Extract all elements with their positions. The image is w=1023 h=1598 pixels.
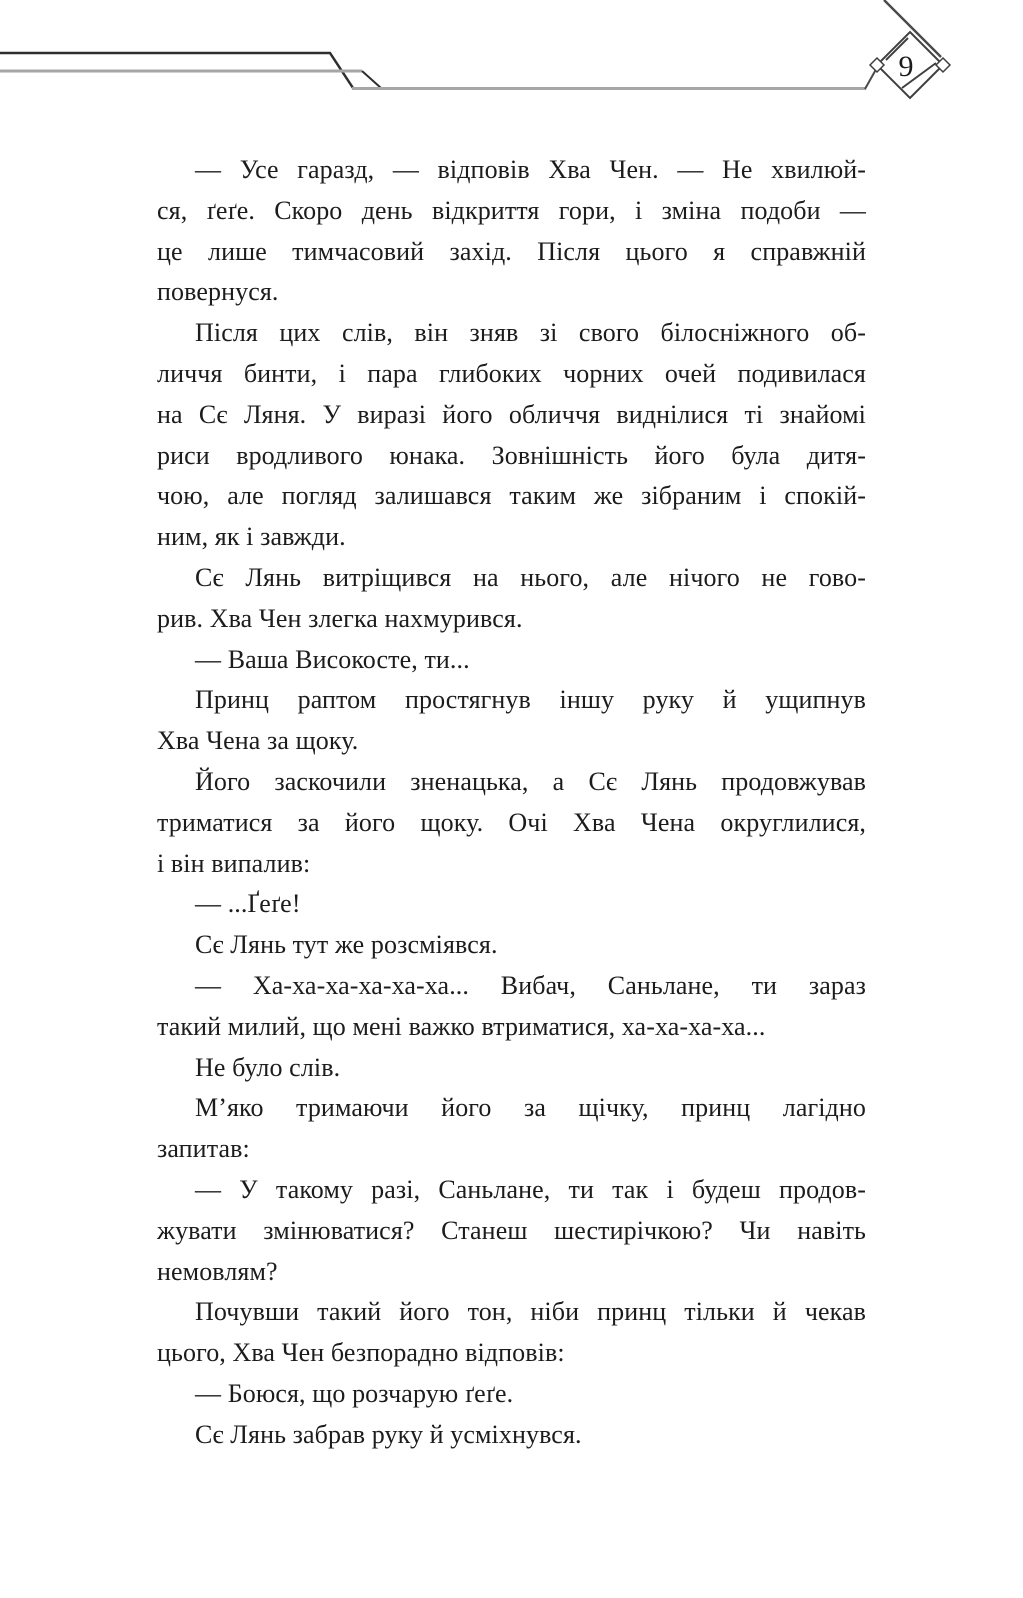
paragraph <box>157 640 866 681</box>
text-line: це лише тимчасовий захід. Після цього я справжній <box>157 236 866 266</box>
text-line: риси вродливого юнака. Зовнішність його була дитя- <box>157 440 866 470</box>
text-line: — Ваша Високосте, ти... <box>195 644 470 674</box>
paragraph <box>157 1374 866 1415</box>
text-line: — Боюся, що розчарую ґеґе. <box>195 1378 514 1408</box>
paragraph <box>157 1048 866 1089</box>
paragraph <box>157 1415 866 1456</box>
text-line: такий милий, що мені важко втриматися, ха-ха-ха-ха... <box>157 1011 766 1041</box>
paragraph <box>157 925 866 966</box>
paragraph <box>157 1292 866 1374</box>
text-line: і він випалив: <box>157 848 311 878</box>
text-line: — Ха-ха-ха-ха-ха-ха... Вибач, Саньлане, ти зараз <box>195 970 866 1000</box>
paragraph <box>157 313 866 558</box>
paragraph <box>157 150 866 313</box>
text-line: немовлям? <box>157 1256 278 1286</box>
paragraph <box>157 680 866 762</box>
paragraph <box>157 1088 866 1170</box>
text-line: ся, ґеґе. Скоро день відкриття гори, і зміна подоби — <box>157 195 866 225</box>
text-line: Його заскочили зненацька, а Сє Лянь продовжував <box>195 766 866 796</box>
page-number: 9 <box>898 50 914 83</box>
text-line: Хва Чена за щоку. <box>157 726 359 756</box>
text-line: Після цих слів, він зняв зі свого білосніжного об- <box>195 318 866 348</box>
text-line: запитав: <box>157 1134 250 1164</box>
text-line: личчя бинти, і пара глибоких чорних очей подивилася <box>157 358 866 388</box>
text-line: ним, як і завжди. <box>157 522 346 552</box>
text-line: на Сє Ляня. У виразі його обличчя виднілися ті знайомі <box>157 399 866 429</box>
paragraph <box>157 1170 866 1292</box>
text-line: Почувши такий його тон, ніби принц тільки й чекав <box>195 1297 866 1327</box>
text-line: — ...Ґеґе! <box>195 889 301 919</box>
page-text <box>157 150 866 1456</box>
text-line: Сє Лянь забрав руку й усміхнувся. <box>195 1419 582 1449</box>
text-line: Сє Лянь тут же розсміявся. <box>195 930 498 960</box>
text-line: повернуся. <box>157 277 279 307</box>
paragraph <box>157 762 866 884</box>
header-step-diagonal <box>362 71 381 88</box>
paragraph <box>157 558 866 640</box>
text-line: рив. Хва Чен злегка нахмурився. <box>157 603 523 633</box>
text-line: М’яко тримаючи його за щічку, принц лагідно <box>195 1093 866 1123</box>
text-line: Не було слів. <box>195 1052 341 1082</box>
text-line: триматися за його щоку. Очі Хва Чена округлилися, <box>157 807 866 837</box>
text-line: Сє Лянь витріщився на нього, але нічого не гово- <box>195 562 866 592</box>
paragraph <box>157 884 866 925</box>
header-ornament <box>0 0 1023 130</box>
text-line: цього, Хва Чен безпорадно відповів: <box>157 1338 565 1368</box>
text-line: Принц раптом простягнув іншу руку й ущипнув <box>195 685 866 715</box>
text-line: жувати змінюватися? Станеш шестирічкою? Чи навіть <box>157 1215 866 1245</box>
paragraph <box>157 966 866 1048</box>
text-line: чою, але погляд залишався таким же зібраним і спокій- <box>157 481 866 511</box>
text-line: — Усе гаразд, — відповів Хва Чен. — Не хвилюй- <box>195 155 866 184</box>
text-line: — У такому разі, Саньлане, ти так і будеш продов- <box>195 1174 866 1204</box>
